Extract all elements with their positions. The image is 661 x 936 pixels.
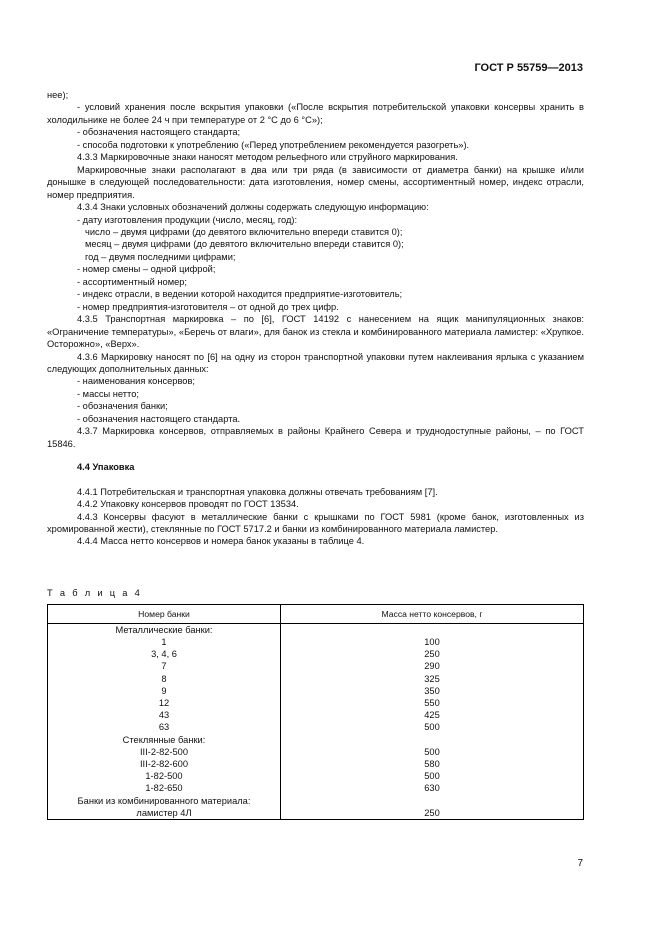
table-row	[48, 673, 584, 685]
paragraph: число – двумя цифрами (до девятого включительно впереди ставится 0);	[85, 226, 403, 237]
paragraph: - номер предприятия-изготовителя – от одной до трех цифр.	[77, 301, 339, 312]
cell-can-number: III-2-82-500	[48, 746, 281, 758]
table-row	[48, 758, 584, 770]
paragraph: - ассортиментный номер;	[77, 276, 188, 287]
cell-net-mass: 350	[281, 685, 584, 697]
cell-can-number: 1-82-500	[48, 770, 281, 782]
cell-can-number: 63	[48, 721, 281, 733]
paragraph: 4.3.4 Знаки условных обозначений должны содержать следующую информацию:	[77, 202, 429, 213]
table-row	[48, 794, 584, 806]
table-row	[48, 685, 584, 697]
table-row	[48, 782, 584, 794]
cell-can-number: Металлические банки:	[48, 624, 281, 637]
table-row	[48, 770, 584, 782]
cell-net-mass: 425	[281, 709, 584, 721]
paragraph: - условий хранения после вскрытия упаковки («После вскрытия потребительской упаковки консервы хранить в холодильнике не более 24 ч при температуре от 2 °С до 6 °С»);	[47, 102, 584, 125]
document-code: ГОСТ Р 55759—2013	[474, 62, 583, 74]
paragraph: 4.4.4 Масса нетто консервов и номера банок указаны в таблице 4.	[77, 536, 365, 547]
table-row	[48, 721, 584, 733]
cell-can-number: Стеклянные банки:	[48, 734, 281, 746]
cell-can-number: 7	[48, 660, 281, 672]
page-number: 7	[577, 858, 583, 869]
cell-net-mass: 250	[281, 648, 584, 660]
table-row	[48, 746, 584, 758]
cell-net-mass	[281, 734, 584, 746]
table-header-row	[48, 605, 584, 624]
cell-net-mass: 630	[281, 782, 584, 794]
table-row	[48, 807, 584, 820]
cell-net-mass: 100	[281, 636, 584, 648]
body-text	[47, 89, 584, 548]
table-row	[48, 660, 584, 672]
paragraph: - обозначения настоящего стандарта.	[77, 413, 241, 424]
cell-can-number: 1	[48, 636, 281, 648]
cell-net-mass	[281, 794, 584, 806]
paragraph: Маркировочные знаки располагают в два или три ряда (в зависимости от диаметра банки) на крышке и/или донышке в следующей последовательности: дата изготовления, номер смены, ассортиментный номер, индекс отрасли, номер предприятия.	[47, 164, 584, 200]
table-row	[48, 624, 584, 637]
column-header-net-mass: Масса нетто консервов, г	[281, 605, 584, 624]
paragraph: 4.4.2 Упаковку консервов проводят по ГОСТ 13534.	[77, 499, 299, 510]
table-row	[48, 709, 584, 721]
paragraph: - массы нетто;	[77, 388, 139, 399]
cell-net-mass: 550	[281, 697, 584, 709]
paragraph: год – двумя последними цифрами;	[85, 251, 236, 262]
paragraph: - индекс отрасли, в ведении которой находится предприятие-изготовитель;	[77, 289, 403, 300]
paragraph: - обозначения настоящего стандарта;	[77, 127, 241, 138]
table-row	[48, 636, 584, 648]
cell-net-mass: 500	[281, 721, 584, 733]
cell-can-number: 1-82-650	[48, 782, 281, 794]
cell-can-number: III-2-82-600	[48, 758, 281, 770]
table-row	[48, 734, 584, 746]
cell-net-mass: 500	[281, 770, 584, 782]
cell-can-number: Банки из комбинированного материала:	[48, 794, 281, 806]
table-row	[48, 697, 584, 709]
paragraph: - обозначения банки;	[77, 401, 168, 412]
section-heading: 4.4 Упаковка	[77, 462, 135, 473]
cell-net-mass	[281, 624, 584, 637]
paragraph: 4.4.1 Потребительская и транспортная упаковка должны отвечать требованиям [7].	[77, 486, 438, 497]
cell-net-mass: 500	[281, 746, 584, 758]
table-row	[48, 648, 584, 660]
table-caption: Т а б л и ц а 4	[47, 588, 143, 598]
paragraph: 4.3.7 Маркировка консервов, отправляемых в районы Крайнего Севера и труднодоступные районы, – по ГОСТ 15846.	[47, 426, 584, 449]
cell-can-number: ламистер 4Л	[48, 807, 281, 820]
cell-net-mass: 290	[281, 660, 584, 672]
cell-can-number: 12	[48, 697, 281, 709]
paragraph: 4.3.5 Транспортная маркировка – по [6], ГОСТ 14192 с нанесением на ящик манипуляционных знаков: «Ограничение температуры», «Беречь от влаги», для банок из стекла и комбинированного материала ламистер: «Хрупкое. Осторожно», «Верх».	[47, 314, 584, 350]
cell-can-number: 3, 4, 6	[48, 648, 281, 660]
paragraph: - способа подготовки к употреблению («Перед употреблением рекомендуется разогреть»).	[77, 139, 470, 150]
column-header-can-number: Номер банки	[48, 605, 281, 624]
paragraph: нее);	[47, 90, 69, 100]
paragraph: - дату изготовления продукции (число, месяц, год):	[77, 214, 298, 225]
paragraph: 4.3.3 Маркировочные знаки наносят методом рельефного или струйного маркирования.	[77, 152, 458, 163]
paragraph: 4.4.3 Консервы фасуют в металлические банки с крышками по ГОСТ 5981 (кроме банок, изготовленных из хромированной жести), стеклянные по ГОСТ 5717.2 и банки из комбинированного материала ламистер.	[47, 511, 584, 534]
cell-can-number: 43	[48, 709, 281, 721]
cell-can-number: 9	[48, 685, 281, 697]
cell-net-mass: 250	[281, 807, 584, 820]
cell-net-mass: 580	[281, 758, 584, 770]
paragraph: - наименования консервов;	[77, 376, 195, 387]
table-4	[47, 604, 584, 820]
cell-can-number: 8	[48, 673, 281, 685]
paragraph: - номер смены – одной цифрой;	[77, 264, 216, 275]
cell-net-mass: 325	[281, 673, 584, 685]
paragraph: месяц – двумя цифрами (до девятого включительно впереди ставится 0);	[85, 239, 404, 250]
paragraph: 4.3.6 Маркировку наносят по [6] на одну из сторон транспортной упаковки путем наклеивания ярлыка с указанием следующих дополнительных данных:	[47, 351, 584, 374]
